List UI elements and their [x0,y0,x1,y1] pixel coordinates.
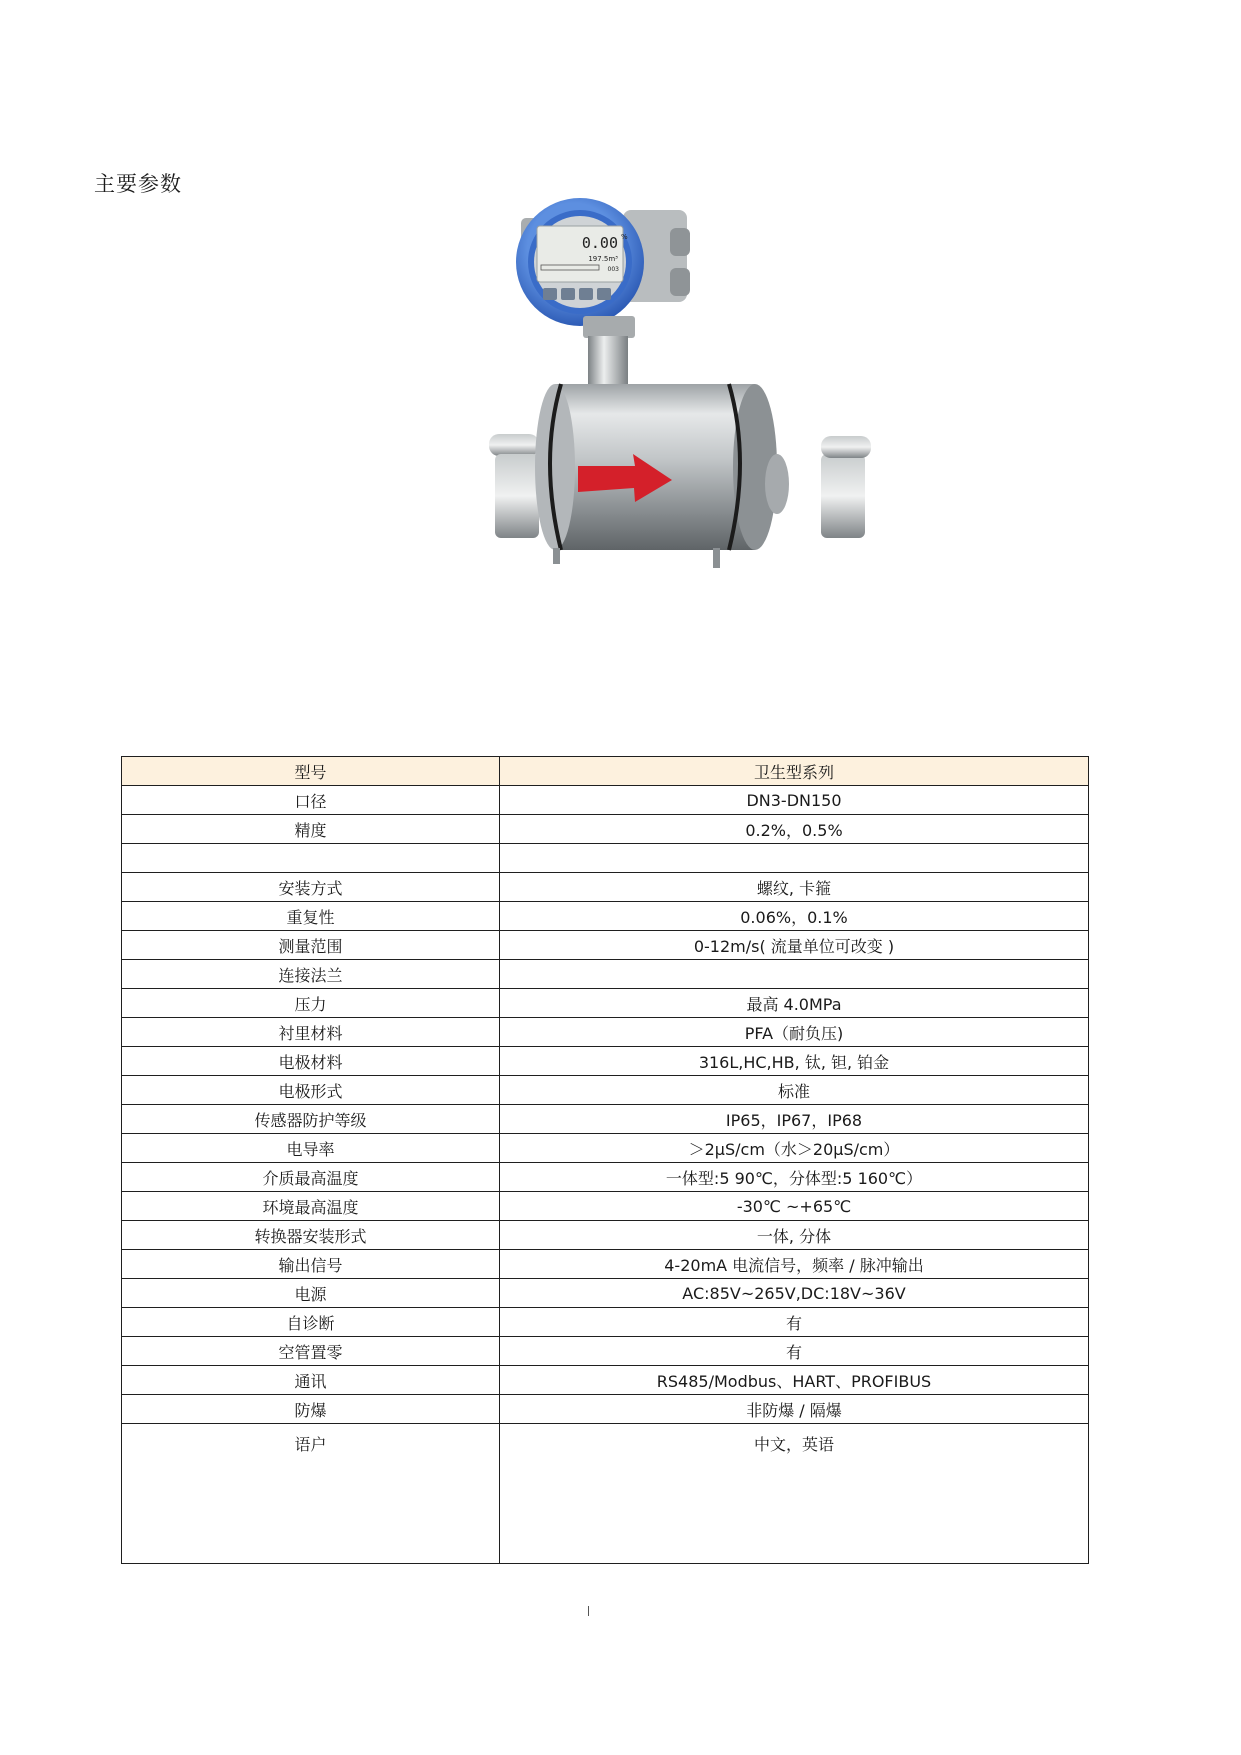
table-row [122,1192,1089,1221]
row-label: 安装方式 [122,873,500,902]
row-label: 重复性 [122,902,500,931]
row-value: ＞2μS/cm（水＞20μS/cm） [500,1134,1089,1163]
table-row [122,1105,1089,1134]
row-label: 口径 [122,786,500,815]
row-value: 316L,HC,HB, 钛, 钽, 铂金 [500,1047,1089,1076]
row-value: 0.06%，0.1% [500,902,1089,931]
row-value: 标准 [500,1076,1089,1105]
table-row [122,1337,1089,1366]
table-row [122,1163,1089,1192]
row-value: 最高 4.0MPa [500,989,1089,1018]
row-label: 介质最高温度 [122,1163,500,1192]
row-value [500,960,1089,989]
row-label: 转换器安装形式 [122,1221,500,1250]
page-title: 主要参数 [94,172,182,196]
table-row [122,1424,1089,1564]
flowmeter-image [485,198,875,644]
display-unit: % [621,233,628,241]
row-label: 防爆 [122,1395,500,1424]
row-value: 4-20mA 电流信号，频率 / 脉冲输出 [500,1250,1089,1279]
row-value: 中文，英语 [500,1424,1089,1564]
row-value: 有 [500,1308,1089,1337]
table-row [122,1018,1089,1047]
spec-table [121,756,1089,1564]
table-row [122,1134,1089,1163]
row-label: 环境最高温度 [122,1192,500,1221]
table-row [122,1395,1089,1424]
row-value: 螺纹, 卡箍 [500,873,1089,902]
table-row [122,1308,1089,1337]
table-row [122,902,1089,931]
table-row [122,873,1089,902]
row-value: 非防爆 / 隔爆 [500,1395,1089,1424]
table-row [122,1250,1089,1279]
table-row [122,960,1089,989]
row-label: 测量范围 [122,931,500,960]
row-label: 电导率 [122,1134,500,1163]
row-label: 自诊断 [122,1308,500,1337]
table-row [122,989,1089,1018]
row-label: 输出信号 [122,1250,500,1279]
row-value: RS485/Modbus、HART、PROFIBUS [500,1366,1089,1395]
row-value: 0.2%，0.5% [500,815,1089,844]
row-value: PFA（耐负压) [500,1018,1089,1047]
table-row [122,844,1089,873]
row-label: 连接法兰 [122,960,500,989]
table-row [122,1076,1089,1105]
table-row [122,931,1089,960]
page-mark [588,1606,589,1616]
header-value: 卫生型系列 [500,757,1089,786]
row-value [500,844,1089,873]
row-label: 衬里材料 [122,1018,500,1047]
row-value: 0-12m/s( 流量单位可改变 ) [500,931,1089,960]
table-row [122,786,1089,815]
row-label: 空管置零 [122,1337,500,1366]
row-label: 传感器防护等级 [122,1105,500,1134]
table-row [122,815,1089,844]
table-row [122,1366,1089,1395]
display-total: 197.5m³ [588,255,618,263]
row-value: -30℃ ~+65℃ [500,1192,1089,1221]
row-label: 电极材料 [122,1047,500,1076]
row-value: 有 [500,1337,1089,1366]
row-label: 压力 [122,989,500,1018]
row-value: 一体, 分体 [500,1221,1089,1250]
row-label: 电极形式 [122,1076,500,1105]
row-label: 精度 [122,815,500,844]
table-row [122,1047,1089,1076]
table-row [122,1279,1089,1308]
header-label: 型号 [122,757,500,786]
display-counter: 003 [607,266,619,273]
table-header-row [122,757,1089,786]
row-value: 一体型:5 90℃，分体型:5 160℃） [500,1163,1089,1192]
row-value: IP65，IP67，IP68 [500,1105,1089,1134]
table-row [122,1221,1089,1250]
row-label: 电源 [122,1279,500,1308]
row-value: DN3-DN150 [500,786,1089,815]
row-label [122,844,500,873]
row-label: 语户 [122,1424,500,1564]
row-value: AC:85V~265V,DC:18V~36V [500,1279,1089,1308]
display-reading: 0.00 [581,234,618,252]
row-label: 通讯 [122,1366,500,1395]
